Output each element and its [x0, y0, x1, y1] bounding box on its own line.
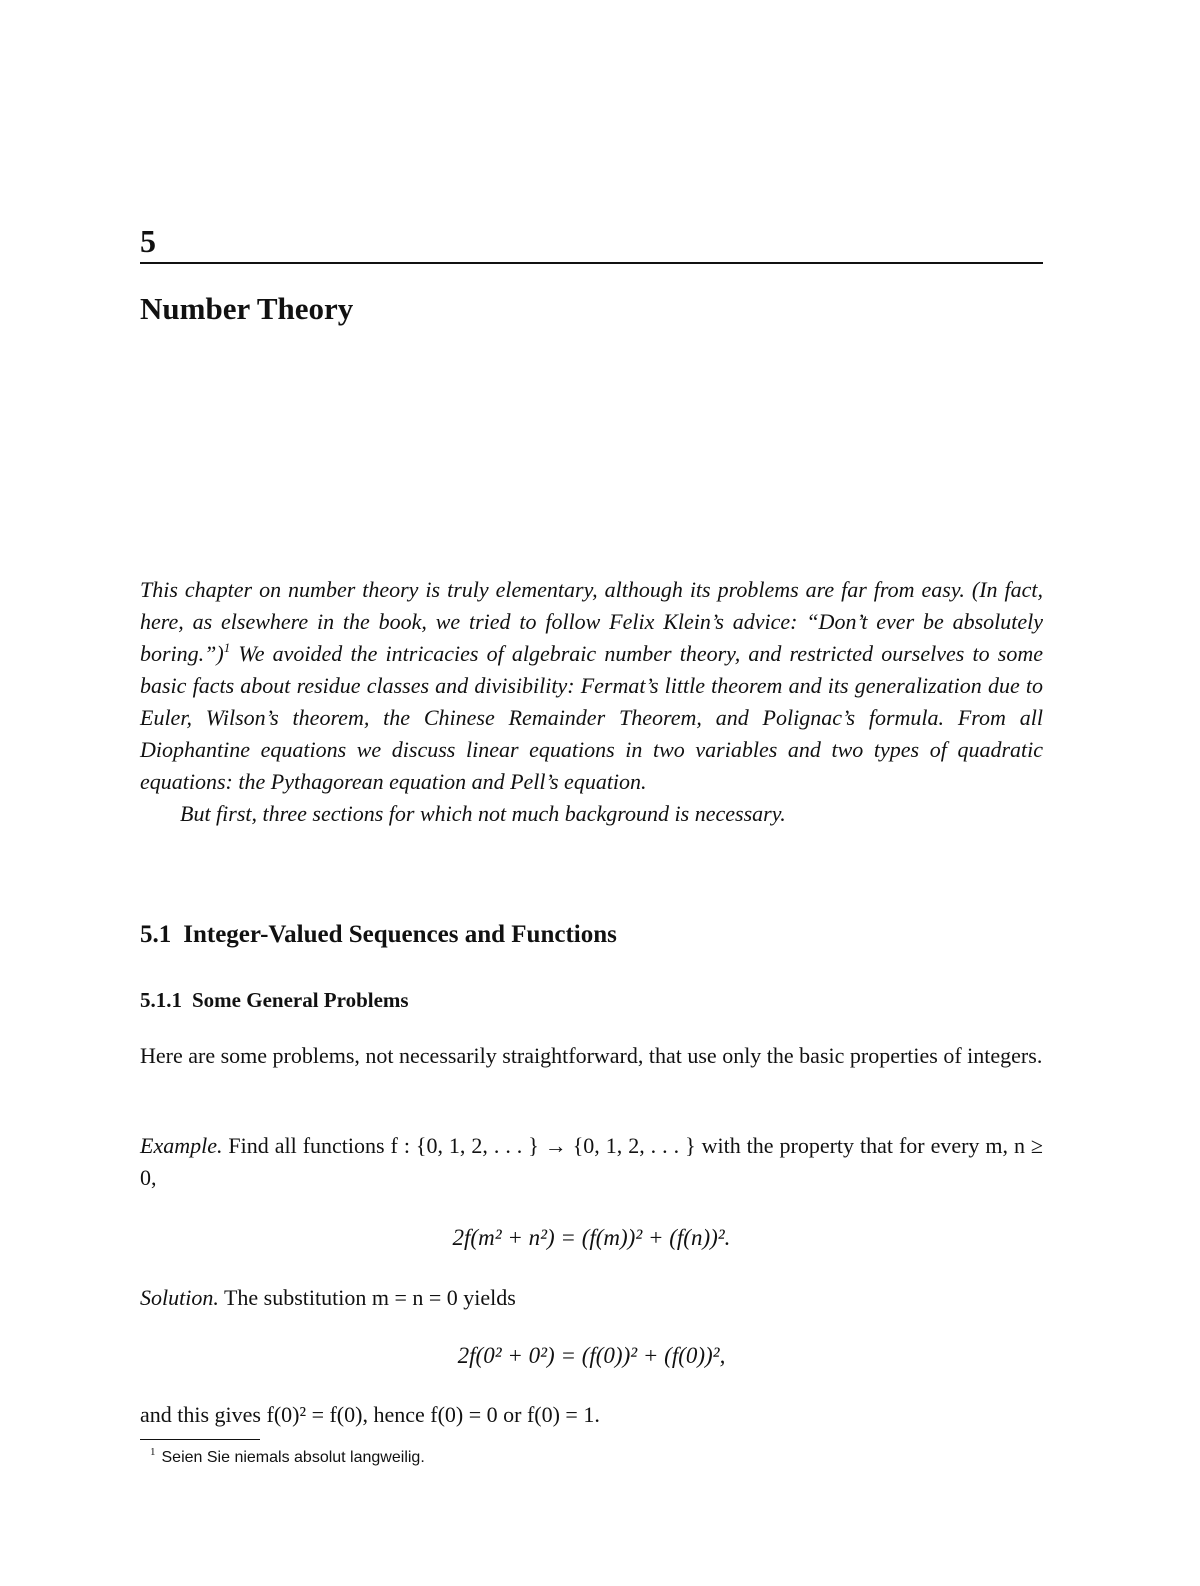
equation-2: 2f(0² + 0²) = (f(0))² + (f(0))², [457, 1343, 726, 1368]
example-text: Find all functions f : {0, 1, 2, . . . } → {0, 1, 2, . . . } with the property that for every m, n ≥ 0, [140, 1133, 1043, 1190]
solution-text: The substitution m = n = 0 yields [218, 1285, 516, 1310]
footnote-rule [140, 1439, 260, 1440]
body-paragraph: Here are some problems, not necessarily straightforward, that use only the basic properties of integers. [140, 1043, 1043, 1068]
footnote [150, 1446, 425, 1470]
example-paragraph [140, 1130, 1043, 1194]
chapter-introduction [140, 574, 1043, 830]
intro-text-part-2: We avoided the intricacies of algebraic number theory, and restricted ourselves to some basic facts about residue classes and divisibility: Fermat’s little theorem and its generalization due to Euler, Wilson’s theorem, the Chinese Remainder Theorem, and Polignac’s formula. From all Diophantine equations we discuss linear equations in two variables and two types of quadratic equations: the Pythagorean equation and Pell’s equation. [140, 641, 1043, 794]
intro-paragraph-2: But first, three sections for which not much background is necessary. [180, 801, 786, 826]
chapter-rule [140, 262, 1043, 264]
footnote-text: Seien Sie niemals absolut langweilig. [161, 1449, 425, 1466]
subsection-number: 5.1.1 [140, 988, 182, 1012]
section-heading [140, 918, 617, 952]
example-label: Example. [140, 1133, 223, 1158]
intro-paragraph-1 [140, 574, 1043, 798]
subsection-heading [140, 985, 409, 1015]
section-title: Integer-Valued Sequences and Functions [183, 921, 617, 948]
equation-1: 2f(m² + n²) = (f(m))² + (f(n))². [452, 1225, 731, 1250]
solution-paragraph [140, 1282, 1043, 1314]
footnote-reference: 1 [223, 640, 231, 655]
footnote-mark: 1 [150, 1446, 156, 1458]
chapter-title: Number Theory [140, 291, 354, 326]
intro-text-part-1: This chapter on number theory is truly elementary, although its problems are far from easy. (In fact, here, as elsewhere in the book, we tried to follow Felix Klein’s advice: “Don’t ever be absolutely boring.”) [140, 577, 1043, 666]
solution-label: Solution. [140, 1285, 219, 1310]
chapter-number: 5 [140, 223, 156, 259]
subsection-title: Some General Problems [192, 988, 409, 1012]
section-number: 5.1 [140, 921, 172, 948]
conclusion-paragraph: and this gives f(0)² = f(0), hence f(0) = 0 or f(0) = 1. [140, 1402, 600, 1427]
